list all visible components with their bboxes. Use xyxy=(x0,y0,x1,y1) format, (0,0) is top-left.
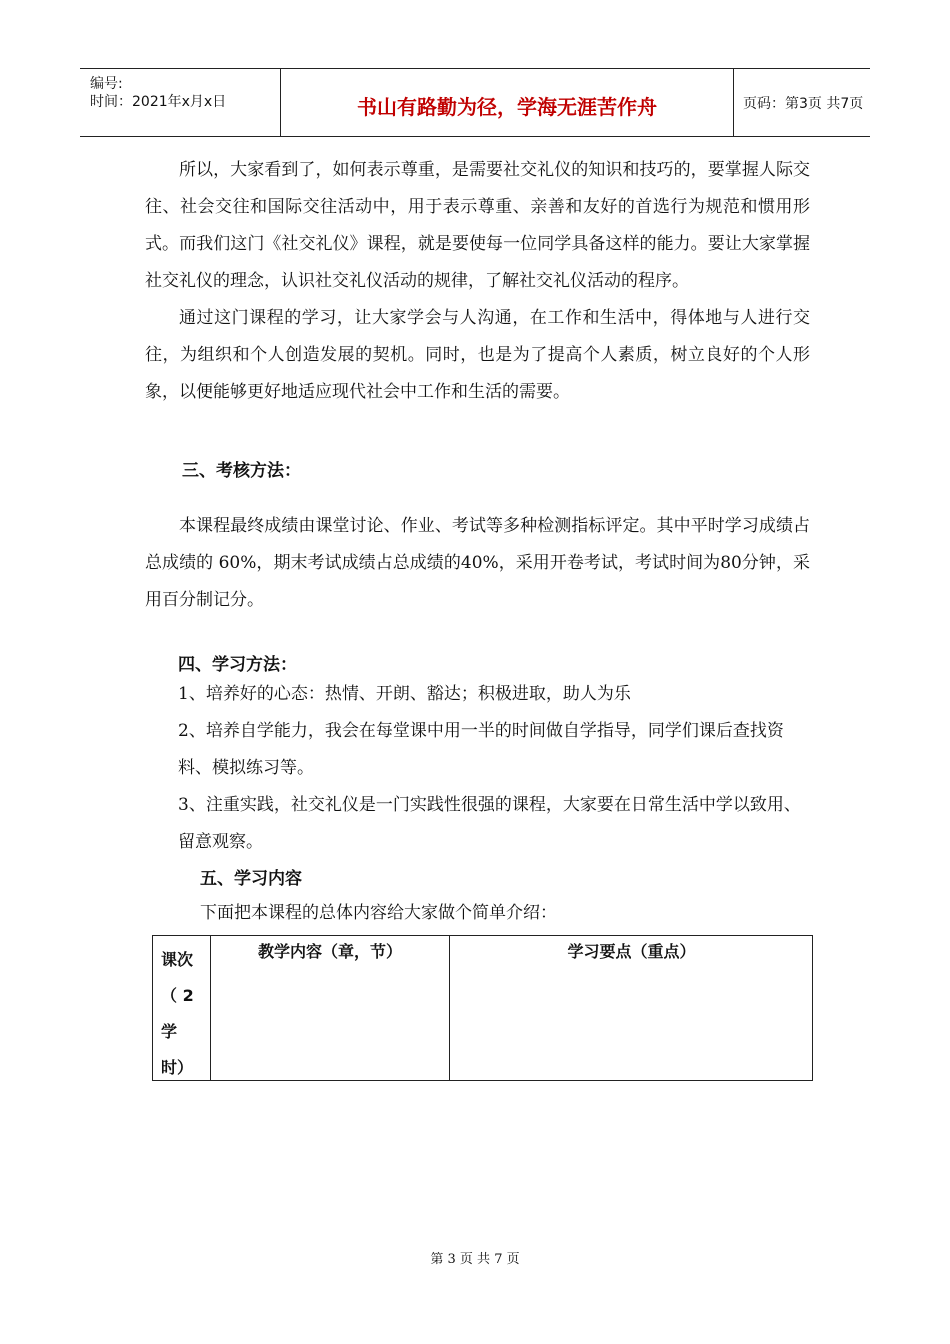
paragraph: 所以，大家看到了，如何表示尊重，是需要社交礼仪的知识和技巧的，要掌握人际交往、社会交往和国际交往活动中，用于表示尊重、亲善和友好的首选行为规范和惯用形式。而我们这门《社交礼仪》课程，就是要使每一位同学具备这样的能力。要让大家掌握社交礼仪的理念，认识社交礼仪活动的规律，了解社交礼仪活动的程序。 xyxy=(145,160,810,291)
list-item: 3、注重实践，社交礼仪是一门实践性很强的课程，大家要在日常生活中学以致用、留意观察。 xyxy=(178,795,801,852)
table-header-content: 教学内容（章，节） xyxy=(257,942,402,961)
table-header-session: 课次（ 2 学 时） xyxy=(161,950,194,1077)
methods-list xyxy=(178,676,810,861)
intro-text xyxy=(145,152,810,411)
header-meta-cell xyxy=(80,69,280,136)
header-motto-cell xyxy=(280,69,734,136)
section-heading-assessment: 三、考核方法： xyxy=(182,461,301,481)
list-item: 2、培养自学能力，我会在每堂课中用一半的时间做自学指导，同学们课后查找资料、模拟练习等。 xyxy=(178,721,784,778)
header-page-cell xyxy=(733,69,870,136)
header-page-number: 页码：第3页 共7页 xyxy=(743,96,864,112)
table-column-keypoints xyxy=(449,936,813,1080)
section-heading-methods: 四、学习方法： xyxy=(178,655,297,675)
page-header xyxy=(80,68,870,137)
course-content-table xyxy=(152,935,813,1081)
table-header-keypoints: 学习要点（重点） xyxy=(567,942,696,961)
assessment-text xyxy=(145,508,810,619)
section-heading-content: 五、学习内容 xyxy=(200,869,302,889)
date-label: 时间：2021年x月x日 xyxy=(90,94,227,110)
header-motto: 书山有路勤为径，学海无涯苦作舟 xyxy=(357,95,657,119)
paragraph: 本课程最终成绩由课堂讨论、作业、考试等多种检测指标评定。其中平时学习成绩占总成绩的 60%，期末考试成绩占总成绩的40%，采用开卷考试，考试时间为80分钟，采用百分制记分。 xyxy=(145,516,810,610)
page-footer: 第 3 页 共 7 页 xyxy=(430,1252,520,1267)
paragraph: 通过这门课程的学习，让大家学会与人沟通，在工作和生活中，得体地与人进行交往，为组织和个人创造发展的契机。同时，也是为了提高个人素质，树立良好的个人形象，以便能够更好地适应现代社会中工作和生活的需要。 xyxy=(145,308,810,402)
table-column-session xyxy=(153,936,209,1080)
table-column-content xyxy=(210,936,449,1080)
list-item: 1、培养好的心态：热情、开朗、豁达；积极进取，助人为乐 xyxy=(178,684,631,704)
content-intro: 下面把本课程的总体内容给大家做个简单介绍： xyxy=(200,903,557,923)
document-number-label: 编号: xyxy=(90,76,123,92)
